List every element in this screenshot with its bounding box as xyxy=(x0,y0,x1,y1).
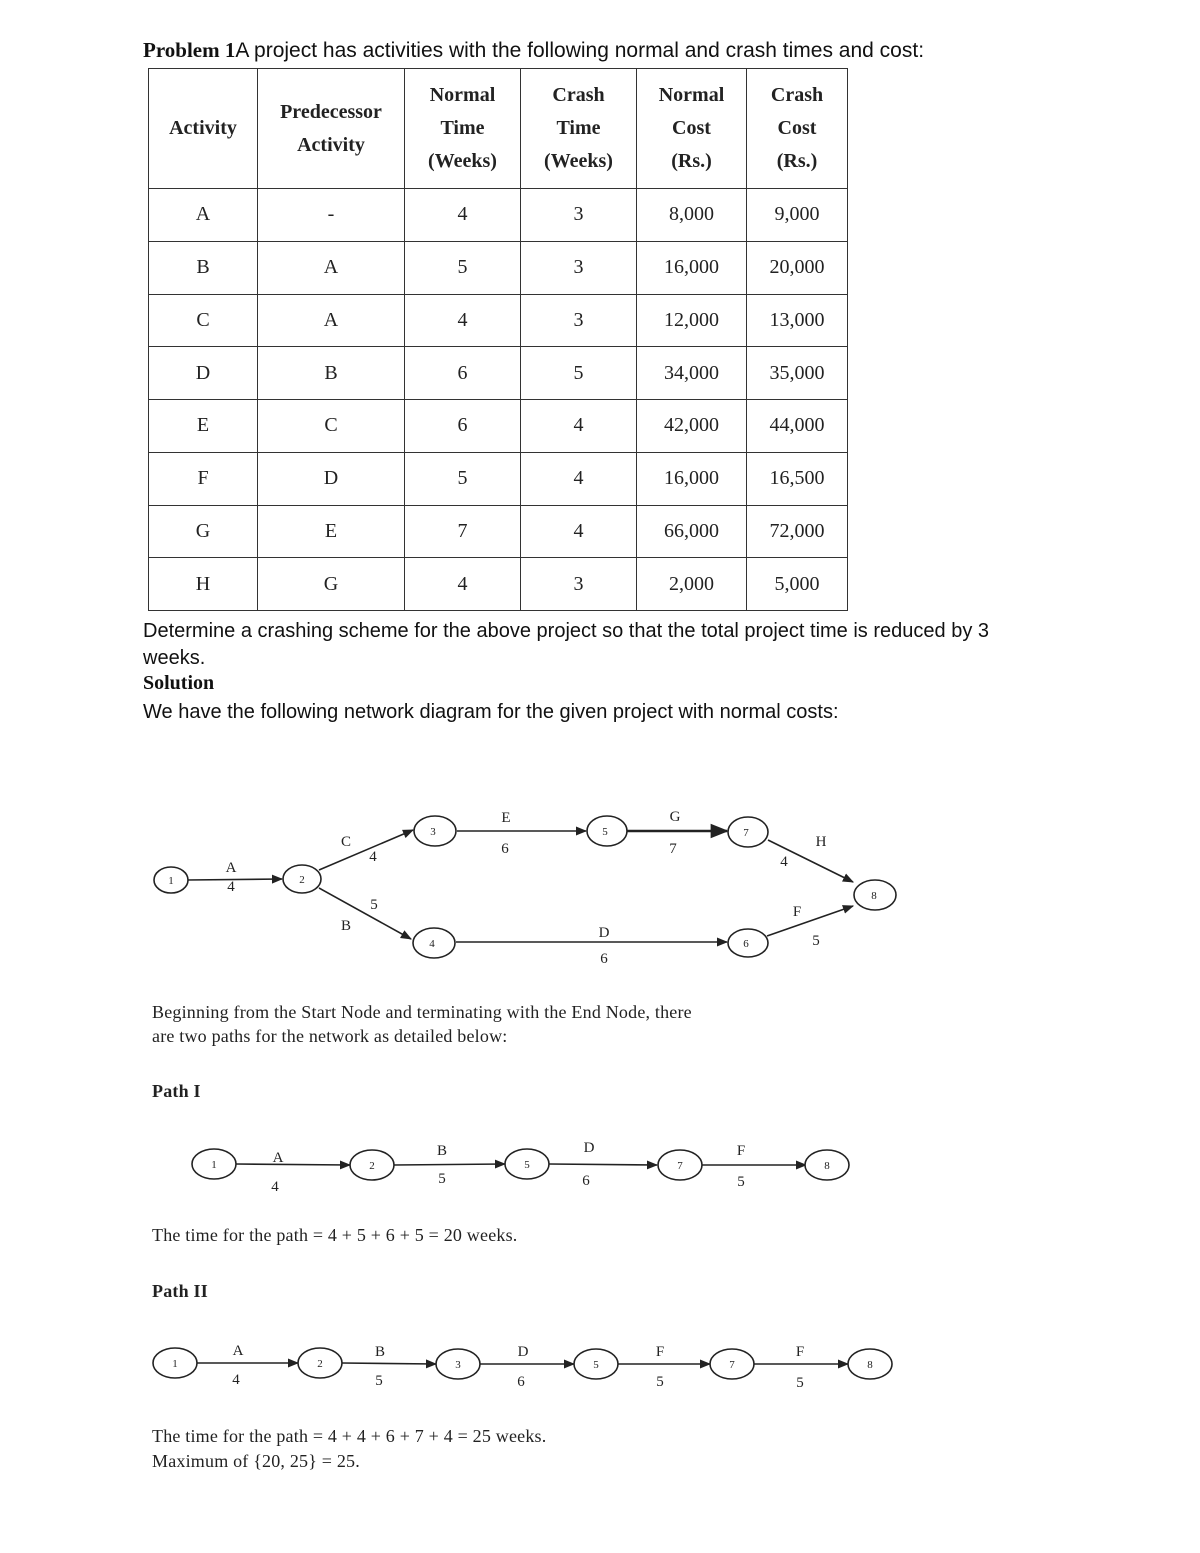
path2-node-8 xyxy=(848,1349,892,1379)
duration-c: 4 xyxy=(369,849,377,865)
cell-predecessor: - xyxy=(258,189,405,242)
cell-activity: C xyxy=(149,294,258,347)
cell-crash-cost: 16,500 xyxy=(747,452,848,505)
cell-normal-time: 6 xyxy=(405,400,521,453)
path2-node-3 xyxy=(436,1349,480,1379)
solution-heading: Solution xyxy=(143,672,215,694)
path1-edge-a xyxy=(236,1164,350,1165)
label-b: B xyxy=(340,918,352,934)
duration-a: 4 xyxy=(227,879,235,895)
path1-label-f: F xyxy=(736,1143,746,1159)
path2-node-1 xyxy=(153,1348,197,1378)
cell-activity: A xyxy=(149,189,258,242)
path2-label-f2: F xyxy=(795,1344,805,1360)
duration-e: 6 xyxy=(501,841,509,857)
problem-text: A project has activities with the following normal and crash times and cost: xyxy=(235,39,925,62)
path1-label-a: A xyxy=(272,1150,284,1166)
cell-predecessor: B xyxy=(258,347,405,400)
svg-text:7: 7 xyxy=(743,827,749,839)
cell-predecessor: G xyxy=(258,558,405,611)
path1-node-1 xyxy=(192,1149,236,1179)
svg-text:7: 7 xyxy=(677,1160,683,1172)
label-f: F xyxy=(792,904,802,920)
path2-time-text: The time for the path = 4 + 4 + 6 + 7 + 4 = 25 weeks. xyxy=(152,1426,547,1446)
path1-edge-b xyxy=(394,1164,505,1165)
cell-predecessor: A xyxy=(258,294,405,347)
header-crash-time: Crash Time (Weeks) xyxy=(521,69,637,189)
network-diagram xyxy=(0,790,1200,980)
cell-crash-time: 3 xyxy=(521,241,637,294)
path2-node-5 xyxy=(574,1349,618,1379)
cell-crash-cost: 5,000 xyxy=(747,558,848,611)
node-3 xyxy=(414,816,456,846)
svg-text:6: 6 xyxy=(743,938,749,950)
path1-time-text: The time for the path = 4 + 5 + 6 + 5 = 20 weeks. xyxy=(152,1225,518,1245)
cell-crash-time: 4 xyxy=(521,452,637,505)
svg-text:3: 3 xyxy=(430,826,436,838)
node-2 xyxy=(283,865,321,893)
paths-intro xyxy=(152,1000,692,1048)
svg-text:1: 1 xyxy=(172,1358,178,1370)
table-row xyxy=(149,452,848,505)
table-row xyxy=(149,505,848,558)
cell-normal-time: 4 xyxy=(405,189,521,242)
path2-label-d: D xyxy=(517,1344,529,1360)
cell-activity: F xyxy=(149,452,258,505)
node-1 xyxy=(154,867,188,893)
label-c: C xyxy=(340,834,352,850)
node-4 xyxy=(413,928,455,958)
table-row xyxy=(149,294,848,347)
svg-text:1: 1 xyxy=(168,875,174,887)
label-d: D xyxy=(598,925,610,941)
cell-predecessor: D xyxy=(258,452,405,505)
svg-text:8: 8 xyxy=(867,1359,873,1371)
cell-crash-cost: 20,000 xyxy=(747,241,848,294)
path1-duration-f: 5 xyxy=(737,1174,745,1190)
duration-b: 5 xyxy=(370,897,378,913)
cell-normal-cost: 8,000 xyxy=(637,189,747,242)
determine-text: Determine a crashing scheme for the above project so that the total project time is reduced by 3 weeks. xyxy=(143,620,989,669)
cell-crash-cost: 72,000 xyxy=(747,505,848,558)
svg-text:3: 3 xyxy=(455,1359,461,1371)
path1-duration-b: 5 xyxy=(438,1171,446,1187)
cell-activity: B xyxy=(149,241,258,294)
path1-node-7 xyxy=(658,1150,702,1180)
cell-crash-time: 3 xyxy=(521,558,637,611)
svg-text:5: 5 xyxy=(593,1359,599,1371)
path2-duration-b: 5 xyxy=(375,1373,383,1389)
path2-label-a: A xyxy=(232,1343,244,1359)
table-header-row xyxy=(149,69,848,189)
header-normal-cost: Normal Cost (Rs.) xyxy=(637,69,747,189)
cell-predecessor: E xyxy=(258,505,405,558)
cell-normal-time: 6 xyxy=(405,347,521,400)
table-row xyxy=(149,189,848,242)
svg-text:1: 1 xyxy=(211,1159,217,1171)
node-7 xyxy=(728,817,768,847)
path1-node-2 xyxy=(350,1150,394,1180)
path2-duration-f2: 5 xyxy=(796,1375,804,1391)
cell-normal-cost: 16,000 xyxy=(637,241,747,294)
solution-intro: We have the following network diagram for the given project with normal costs: xyxy=(143,701,839,723)
label-e: E xyxy=(501,810,511,826)
path1-node-8 xyxy=(805,1150,849,1180)
cell-crash-time: 3 xyxy=(521,189,637,242)
svg-text:8: 8 xyxy=(871,890,877,902)
cell-activity: G xyxy=(149,505,258,558)
edge-b xyxy=(319,888,411,939)
path1-node-5 xyxy=(505,1149,549,1179)
path2-edge-b xyxy=(342,1363,436,1364)
path1-title: Path I xyxy=(152,1081,201,1101)
cell-predecessor: A xyxy=(258,241,405,294)
header-normal-time: Normal Time (Weeks) xyxy=(405,69,521,189)
table-row xyxy=(149,347,848,400)
path1-label-d: D xyxy=(583,1140,595,1156)
svg-text:2: 2 xyxy=(299,874,305,886)
cell-normal-time: 4 xyxy=(405,558,521,611)
edge-c xyxy=(319,830,413,870)
cell-normal-time: 5 xyxy=(405,452,521,505)
cell-crash-time: 3 xyxy=(521,294,637,347)
svg-text:5: 5 xyxy=(602,826,608,838)
problem-label: Problem 1 xyxy=(143,38,236,62)
node-5 xyxy=(587,816,627,846)
cell-normal-cost: 42,000 xyxy=(637,400,747,453)
cell-normal-cost: 34,000 xyxy=(637,347,747,400)
path2-diagram xyxy=(0,1330,1200,1400)
path2-node-2 xyxy=(298,1348,342,1378)
activity-table xyxy=(148,68,848,611)
path1-duration-d: 6 xyxy=(582,1173,590,1189)
cell-normal-time: 7 xyxy=(405,505,521,558)
path2-duration-d: 6 xyxy=(517,1374,525,1390)
cell-crash-cost: 35,000 xyxy=(747,347,848,400)
svg-text:2: 2 xyxy=(369,1160,375,1172)
edge-f xyxy=(767,906,853,936)
path2-summary xyxy=(152,1424,546,1474)
cell-normal-cost: 12,000 xyxy=(637,294,747,347)
cell-normal-cost: 66,000 xyxy=(637,505,747,558)
cell-crash-cost: 13,000 xyxy=(747,294,848,347)
svg-text:4: 4 xyxy=(429,938,435,950)
cell-normal-cost: 2,000 xyxy=(637,558,747,611)
table-row xyxy=(149,241,848,294)
duration-d: 6 xyxy=(600,951,608,967)
path2-title: Path II xyxy=(152,1281,208,1301)
duration-h: 4 xyxy=(780,854,788,870)
cell-activity: H xyxy=(149,558,258,611)
cell-crash-time: 5 xyxy=(521,347,637,400)
duration-f: 5 xyxy=(812,933,820,949)
cell-crash-cost: 9,000 xyxy=(747,189,848,242)
label-h: H xyxy=(815,834,827,850)
paths-intro-line1: Beginning from the Start Node and terminating with the End Node, there xyxy=(152,1002,692,1022)
cell-crash-time: 4 xyxy=(521,505,637,558)
label-g: G xyxy=(669,809,681,825)
cell-activity: D xyxy=(149,347,258,400)
table-row xyxy=(149,558,848,611)
header-crash-cost: Crash Cost (Rs.) xyxy=(747,69,848,189)
path2-duration-a: 4 xyxy=(232,1372,240,1388)
paths-intro-line2: are two paths for the network as detailed below: xyxy=(152,1026,508,1046)
path1-duration-a: 4 xyxy=(271,1179,279,1195)
header-predecessor: Predecessor Activity xyxy=(258,69,405,189)
path2-duration-f1: 5 xyxy=(656,1374,664,1390)
node-8 xyxy=(854,880,896,910)
cell-crash-time: 4 xyxy=(521,400,637,453)
svg-text:7: 7 xyxy=(729,1359,735,1371)
path1-edge-d xyxy=(549,1164,657,1165)
node-6 xyxy=(728,929,768,957)
label-a: A xyxy=(225,860,237,876)
svg-text:8: 8 xyxy=(824,1160,830,1172)
cell-normal-cost: 16,000 xyxy=(637,452,747,505)
cell-predecessor: C xyxy=(258,400,405,453)
duration-g: 7 xyxy=(669,841,677,857)
path2-label-b: B xyxy=(374,1344,386,1360)
cell-normal-time: 4 xyxy=(405,294,521,347)
svg-text:5: 5 xyxy=(524,1159,530,1171)
cell-normal-time: 5 xyxy=(405,241,521,294)
problem-statement xyxy=(143,38,924,63)
path2-max-text: Maximum of {20, 25} = 25. xyxy=(152,1451,360,1471)
path2-label-f1: F xyxy=(655,1344,665,1360)
header-activity: Activity xyxy=(149,69,258,189)
table-row xyxy=(149,400,848,453)
cell-activity: E xyxy=(149,400,258,453)
path1-label-b: B xyxy=(436,1143,448,1159)
svg-text:2: 2 xyxy=(317,1358,323,1370)
cell-crash-cost: 44,000 xyxy=(747,400,848,453)
path1-diagram xyxy=(0,1130,1200,1200)
path2-node-7 xyxy=(710,1349,754,1379)
